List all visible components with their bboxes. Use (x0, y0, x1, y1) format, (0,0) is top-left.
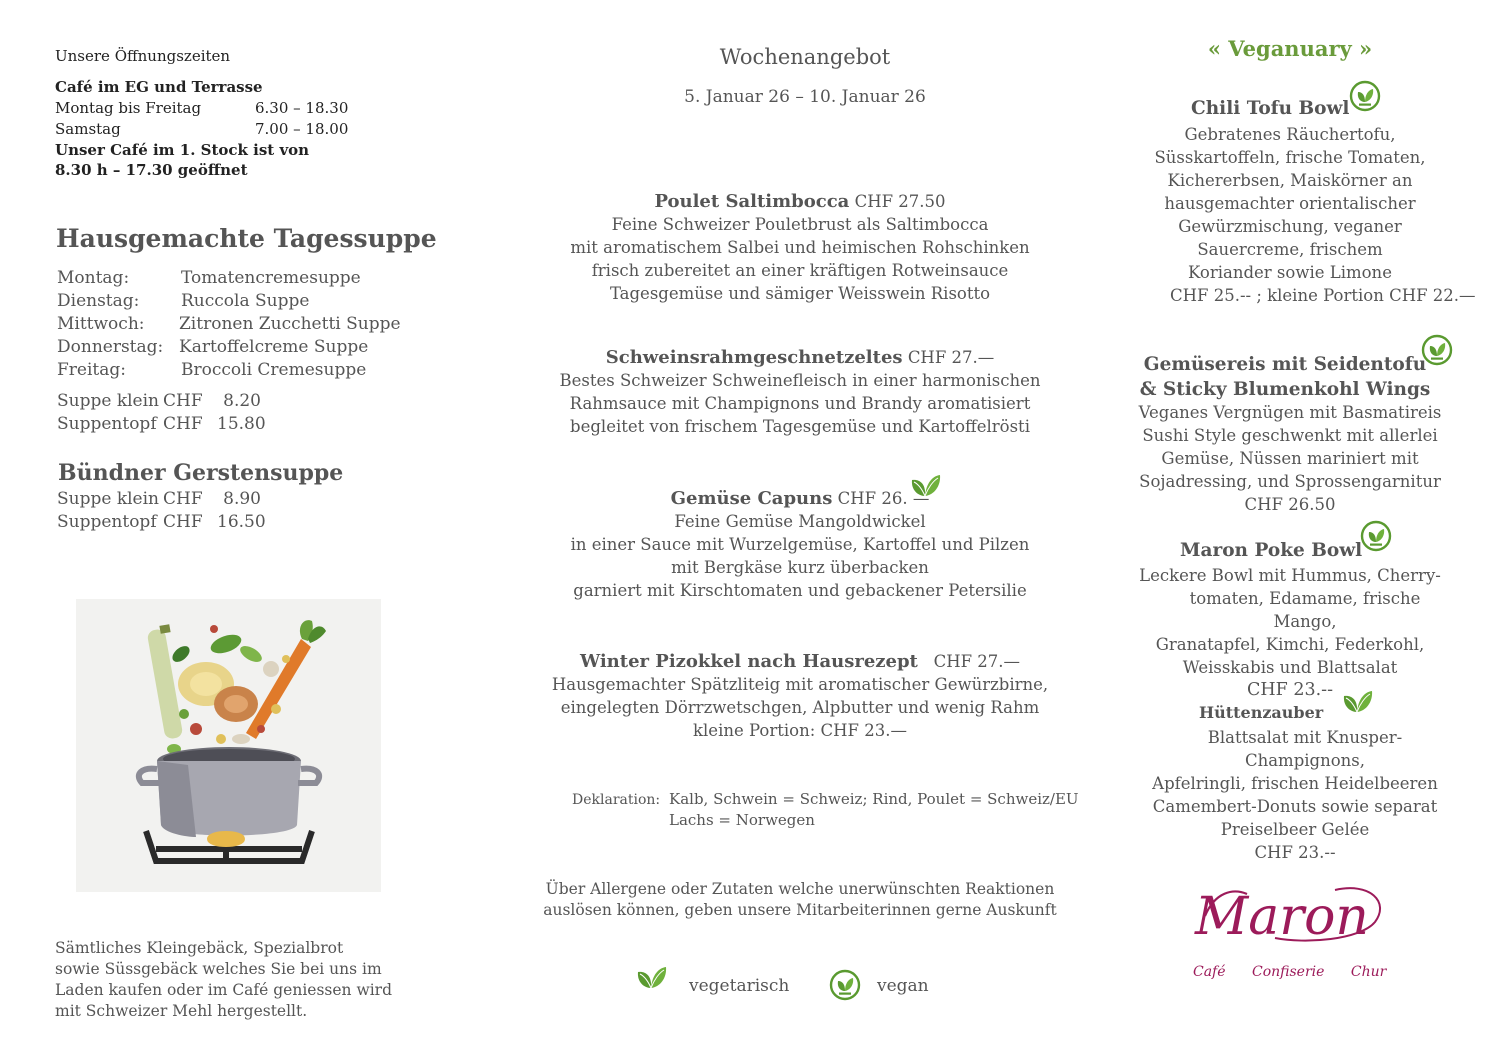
bread-note (55, 938, 392, 1022)
vegetables-graphic (147, 620, 326, 754)
soup-row (57, 290, 417, 313)
price-row (57, 390, 317, 413)
soup-day: Mittwoch: (57, 314, 145, 334)
price-currency: CHF (163, 489, 203, 509)
dish-line: mit aromatischem Salbei und heimischen Rohschinken (570, 238, 1030, 257)
vegan-dish-name-line: Gemüsereis mit Seidentofu (1143, 354, 1427, 375)
dish-line: eingelegten Dörrzwetschgen, Alpbutter und wenig Rahm (560, 698, 1040, 717)
price-label: Suppe klein (57, 391, 160, 411)
bread-note-line: sowie Süssgebäck welches Sie bei uns im (55, 960, 382, 978)
vegan-dish-line: Preiselbeer Gelée (1220, 820, 1370, 839)
dish-line: Feine Schweizer Pouletbrust als Saltimbocca (611, 215, 989, 234)
soup-pot-illustration (76, 599, 381, 892)
opening-day: Samstag (55, 120, 121, 138)
vegan-dish-line: Sojadressing, und Sprossengarnitur (1139, 472, 1441, 491)
declaration (572, 789, 1079, 830)
dish-line: Rahmsauce mit Champignons und Brandy aromatisiert (569, 394, 1031, 413)
dish-price: CHF 26. — (837, 489, 930, 508)
dish-title (540, 650, 1060, 673)
legend-vegan: vegan (877, 976, 929, 996)
dish-name: Schweinsrahmgeschnetzeltes (605, 347, 903, 368)
allergy-line: Über Allergene oder Zutaten welche unerwünschten Reaktionen (545, 880, 1055, 898)
veganuary-title: « Veganuary » (1207, 36, 1373, 61)
soup-name: Tomatencremesuppe (181, 268, 361, 288)
opening-hours-place: Café im EG und Terrasse (55, 78, 263, 96)
dish-name: Winter Pizokkel nach Hausrezept (579, 651, 918, 672)
soup-name: Zitronen Zucchetti Suppe (179, 314, 401, 334)
soup-row (57, 313, 417, 336)
dish-line: frisch zubereitet an einer kräftigen Rotweinsauce (591, 261, 1009, 280)
vegan-dish-line: Gebratenes Räuchertofu, (1184, 125, 1396, 144)
bread-note-line: Sämtliches Kleingebäck, Spezialbrot (55, 939, 344, 957)
dish-name: Poulet Saltimbocca (654, 191, 850, 212)
price-row (57, 413, 317, 436)
vegan-dish-price: CHF 23.-- (1246, 680, 1333, 700)
dish-title (540, 487, 1060, 510)
legend-vegetarian: vegetarisch (689, 976, 790, 996)
barley-soup-title: Bündner Gerstensuppe (58, 460, 344, 486)
opening-day: Montag bis Freitag (55, 99, 202, 117)
opening-hours-row (55, 119, 375, 139)
vegan-dish-line: Granatapfel, Kimchi, Federkohl, (1155, 635, 1425, 654)
barley-soup-prices (57, 488, 317, 534)
vegan-dish-description (1130, 401, 1450, 516)
vegan-dish-line: Kichererbsen, Maiskörner an (1167, 171, 1413, 190)
allergy-note (540, 879, 1060, 921)
price-value: 8.90 (223, 489, 261, 509)
price-row (57, 488, 317, 511)
dish-line: Feine Gemüse Mangoldwickel (674, 512, 926, 531)
vegan-dish-line: hausgemachter orientalischer (1164, 194, 1416, 213)
weekly-dates: 5. Januar 26 – 10. Januar 26 (684, 87, 926, 107)
dish-pizokkel (540, 650, 1060, 742)
bread-note-line: mit Schweizer Mehl hergestellt. (55, 1002, 308, 1020)
vegan-dish-line: tomaten, Edamame, frische Mango, (1189, 589, 1421, 631)
declaration-text: Kalb, Schwein = Schweiz; Rind, Poulet = Schweiz/EU (669, 790, 1079, 808)
dish-schwein (540, 346, 1060, 438)
weekly-title: Wochenangebot (719, 45, 891, 69)
vegan-badge-icon (1360, 520, 1392, 552)
vegan-dish-price: CHF 26.50 (1244, 495, 1336, 514)
opening-hours-row (55, 98, 375, 118)
vegan-dish-line: Weisskabis und Blattsalat (1182, 658, 1398, 677)
leaf-icon (634, 962, 668, 990)
soup-row (57, 267, 417, 290)
vegan-dish-name: Hüttenzauber (1199, 703, 1324, 722)
dish-line: begleitet von frischem Tagesgemüse und Kartoffelrösti (570, 417, 1030, 436)
dish-poulet (540, 190, 1060, 305)
upstairs-cafe-hours: 8.30 h – 17.30 geöffnet (55, 161, 248, 179)
dish-line: mit Bergkäse kurz überbacken (671, 558, 929, 577)
vegan-dish-line: Süsskartoffeln, frische Tomaten, (1154, 148, 1426, 167)
vegan-dish-name (1130, 352, 1440, 402)
dish-price: CHF 27.50 (854, 192, 946, 211)
vegan-dish-line: Camembert-Donuts sowie separat (1152, 797, 1438, 816)
price-label: Suppentopf (57, 512, 157, 532)
vegan-badge-icon (829, 969, 861, 1001)
vegan-dish-description (1130, 564, 1450, 702)
vegan-dish-line: Sushi Style geschwenkt mit allerlei (1142, 426, 1438, 445)
opening-hours-heading: Unsere Öffnungszeiten (55, 47, 231, 65)
logo-confiserie: Confiserie (1251, 964, 1325, 980)
dish-line: kleine Portion: CHF 23.— (693, 721, 907, 740)
price-label: Suppentopf (57, 414, 157, 434)
dish-title (540, 190, 1060, 213)
price-label: Suppe klein (57, 489, 160, 509)
vegan-dish-description (1140, 123, 1440, 284)
soup-row (57, 359, 417, 382)
stove-graphic (146, 831, 312, 861)
dish-line: Bestes Schweizer Schweinefleisch in einer harmonischen (559, 371, 1041, 390)
declaration-text: Lachs = Norwegen (669, 811, 815, 829)
bread-note-line: Laden kaufen oder im Café geniessen wird (55, 981, 393, 999)
price-value: 8.20 (223, 391, 261, 411)
dish-line: garniert mit Kirschtomaten und gebackener Petersilie (573, 581, 1027, 600)
dish-capuns (540, 487, 1060, 602)
vegan-dish-name: Chili Tofu Bowl (1191, 98, 1350, 119)
logo-wordmark: Maron (1195, 887, 1369, 947)
vegan-dish-line: Blattsalat mit Knusper-Champignons, (1207, 728, 1403, 770)
dish-line: in einer Sauce mit Wurzelgemüse, Kartoffel und Pilzen (570, 535, 1030, 554)
logo-cafe: Café (1193, 964, 1226, 980)
vegan-dish-line: Veganes Vergnügen mit Basmatireis (1138, 403, 1442, 422)
price-value: 15.80 (217, 414, 266, 434)
price-currency: CHF (163, 391, 203, 411)
logo-subline (1193, 964, 1393, 980)
leaf-icon (1340, 686, 1374, 714)
dish-name: Gemüse Capuns (670, 488, 833, 509)
vegan-dish-line: Sauercreme, frischem (1197, 240, 1383, 259)
price-value: 16.50 (217, 512, 266, 532)
soup-day: Donnerstag: (57, 337, 164, 357)
dish-line: Hausgemachter Spätzliteig mit aromatischer Gewürzbirne, (551, 675, 1049, 694)
soup-day: Freitag: (57, 360, 126, 380)
vegan-dish-price: CHF 23.-- (1254, 843, 1336, 862)
declaration-label: Deklaration: (572, 792, 661, 808)
vegan-dish-name: Maron Poke Bowl (1180, 540, 1363, 561)
allergy-line: auslösen können, geben unsere Mitarbeiterinnen gerne Auskunft (543, 901, 1057, 919)
vegan-dish-price: CHF 25.-- ; kleine Portion CHF 22.— (1170, 286, 1476, 305)
soup-day: Dienstag: (57, 291, 140, 311)
dish-price: CHF 27.— (907, 348, 995, 367)
soup-prices (57, 390, 317, 436)
daily-soup-list (57, 267, 417, 382)
pot-graphic (139, 747, 319, 837)
dish-price: CHF 27.— (933, 652, 1021, 671)
upstairs-cafe-note: Unser Café im 1. Stock ist von (55, 141, 310, 159)
vegan-dish-line: Gemüse, Nüssen mariniert mit (1161, 449, 1419, 468)
vegan-dish-line: Apfelringli, frischen Heidelbeeren (1152, 774, 1438, 793)
dish-title (540, 346, 1060, 369)
opening-time: 7.00 – 18.00 (255, 120, 349, 138)
daily-soup-title: Hausgemachte Tagessuppe (56, 224, 437, 253)
vegan-dish-line: Leckere Bowl mit Hummus, Cherry- (1139, 566, 1441, 585)
vegan-dish-line: Gewürzmischung, veganer (1178, 217, 1402, 236)
vegan-dish-name-line: & Sticky Blumenkohl Wings (1139, 379, 1431, 400)
soup-name: Kartoffelcreme Suppe (179, 337, 369, 357)
soup-name: Broccoli Cremesuppe (181, 360, 367, 380)
dish-line: Tagesgemüse und sämiger Weisswein Risotto (609, 284, 991, 303)
soup-day: Montag: (57, 268, 130, 288)
price-currency: CHF (163, 512, 203, 532)
price-row (57, 511, 317, 534)
vegan-dish-line: Koriander sowie Limone (1188, 263, 1392, 282)
vegan-dish-description (1135, 726, 1455, 864)
opening-time: 6.30 – 18.30 (255, 99, 349, 117)
logo-chur: Chur (1350, 964, 1387, 980)
maron-logo (1185, 872, 1395, 992)
vegan-badge-icon (1349, 80, 1381, 112)
soup-name: Ruccola Suppe (181, 291, 310, 311)
price-currency: CHF (163, 414, 203, 434)
soup-row (57, 336, 417, 359)
